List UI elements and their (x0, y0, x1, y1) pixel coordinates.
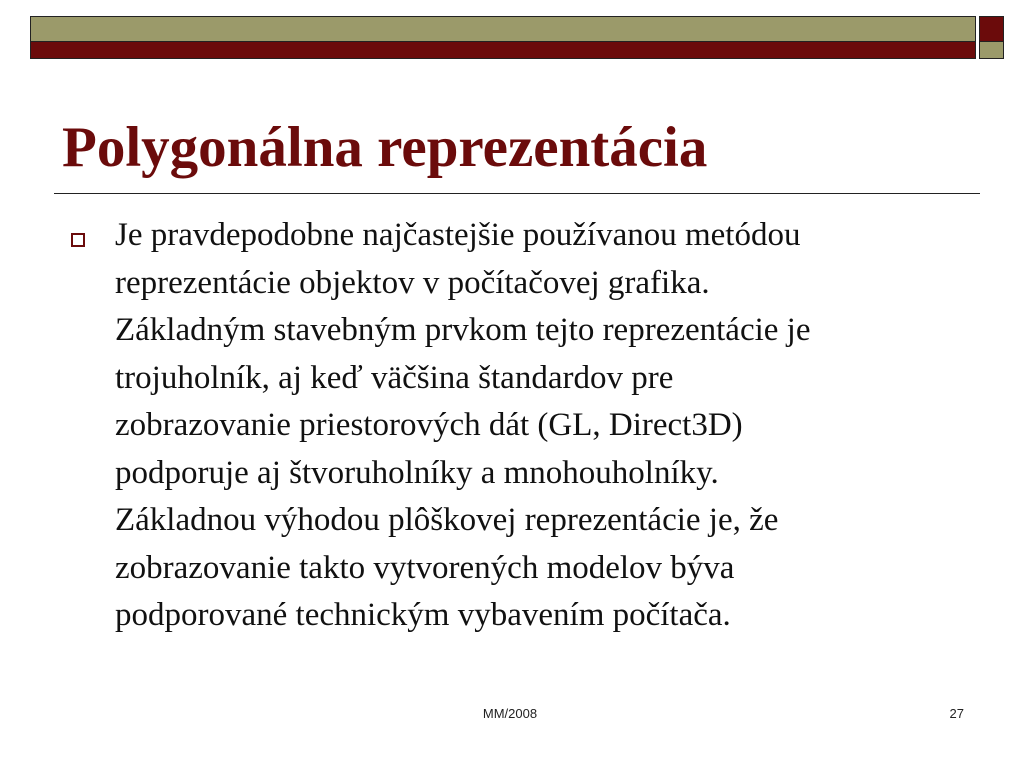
bullet-text-line: trojuholník, aj keď väčšina štandardov pre (115, 359, 674, 396)
bullet-text-line: Základnou výhodou plôškovej reprezentácie je, že (115, 502, 779, 538)
corner-maroon-square (979, 16, 1004, 42)
slide-title: Polygonálna reprezentácia (62, 116, 708, 179)
header-decoration (30, 16, 976, 59)
footer-date: MM/2008 (482, 706, 538, 721)
bullet-text-line: zobrazovanie takto vytvorených modelov býva (115, 549, 735, 586)
bullet-text-line: podporuje aj štvoruholníky a mnohouholníky. (115, 454, 719, 491)
bullet-text-line: podporované technickým vybavením počítača. (115, 597, 731, 633)
title-divider (54, 193, 980, 194)
header-maroon-bar (30, 41, 976, 59)
square-bullet-icon (71, 233, 85, 247)
footer-page-number: 27 (949, 706, 964, 721)
header-olive-bar (30, 16, 976, 42)
bullet-text (115, 212, 995, 640)
bullet-text-line: reprezentácie objektov v počítačovej grafika. (115, 264, 710, 301)
bullet-text-line: Je pravdepodobne najčastejšie používanou metódou (115, 217, 801, 253)
bullet-text-line: Základným stavebným prvkom tejto reprezentácie je (115, 312, 811, 348)
bullet-text-line: zobrazovanie priestorových dát (GL, Direct3D) (115, 407, 743, 443)
corner-olive-square (979, 41, 1004, 59)
